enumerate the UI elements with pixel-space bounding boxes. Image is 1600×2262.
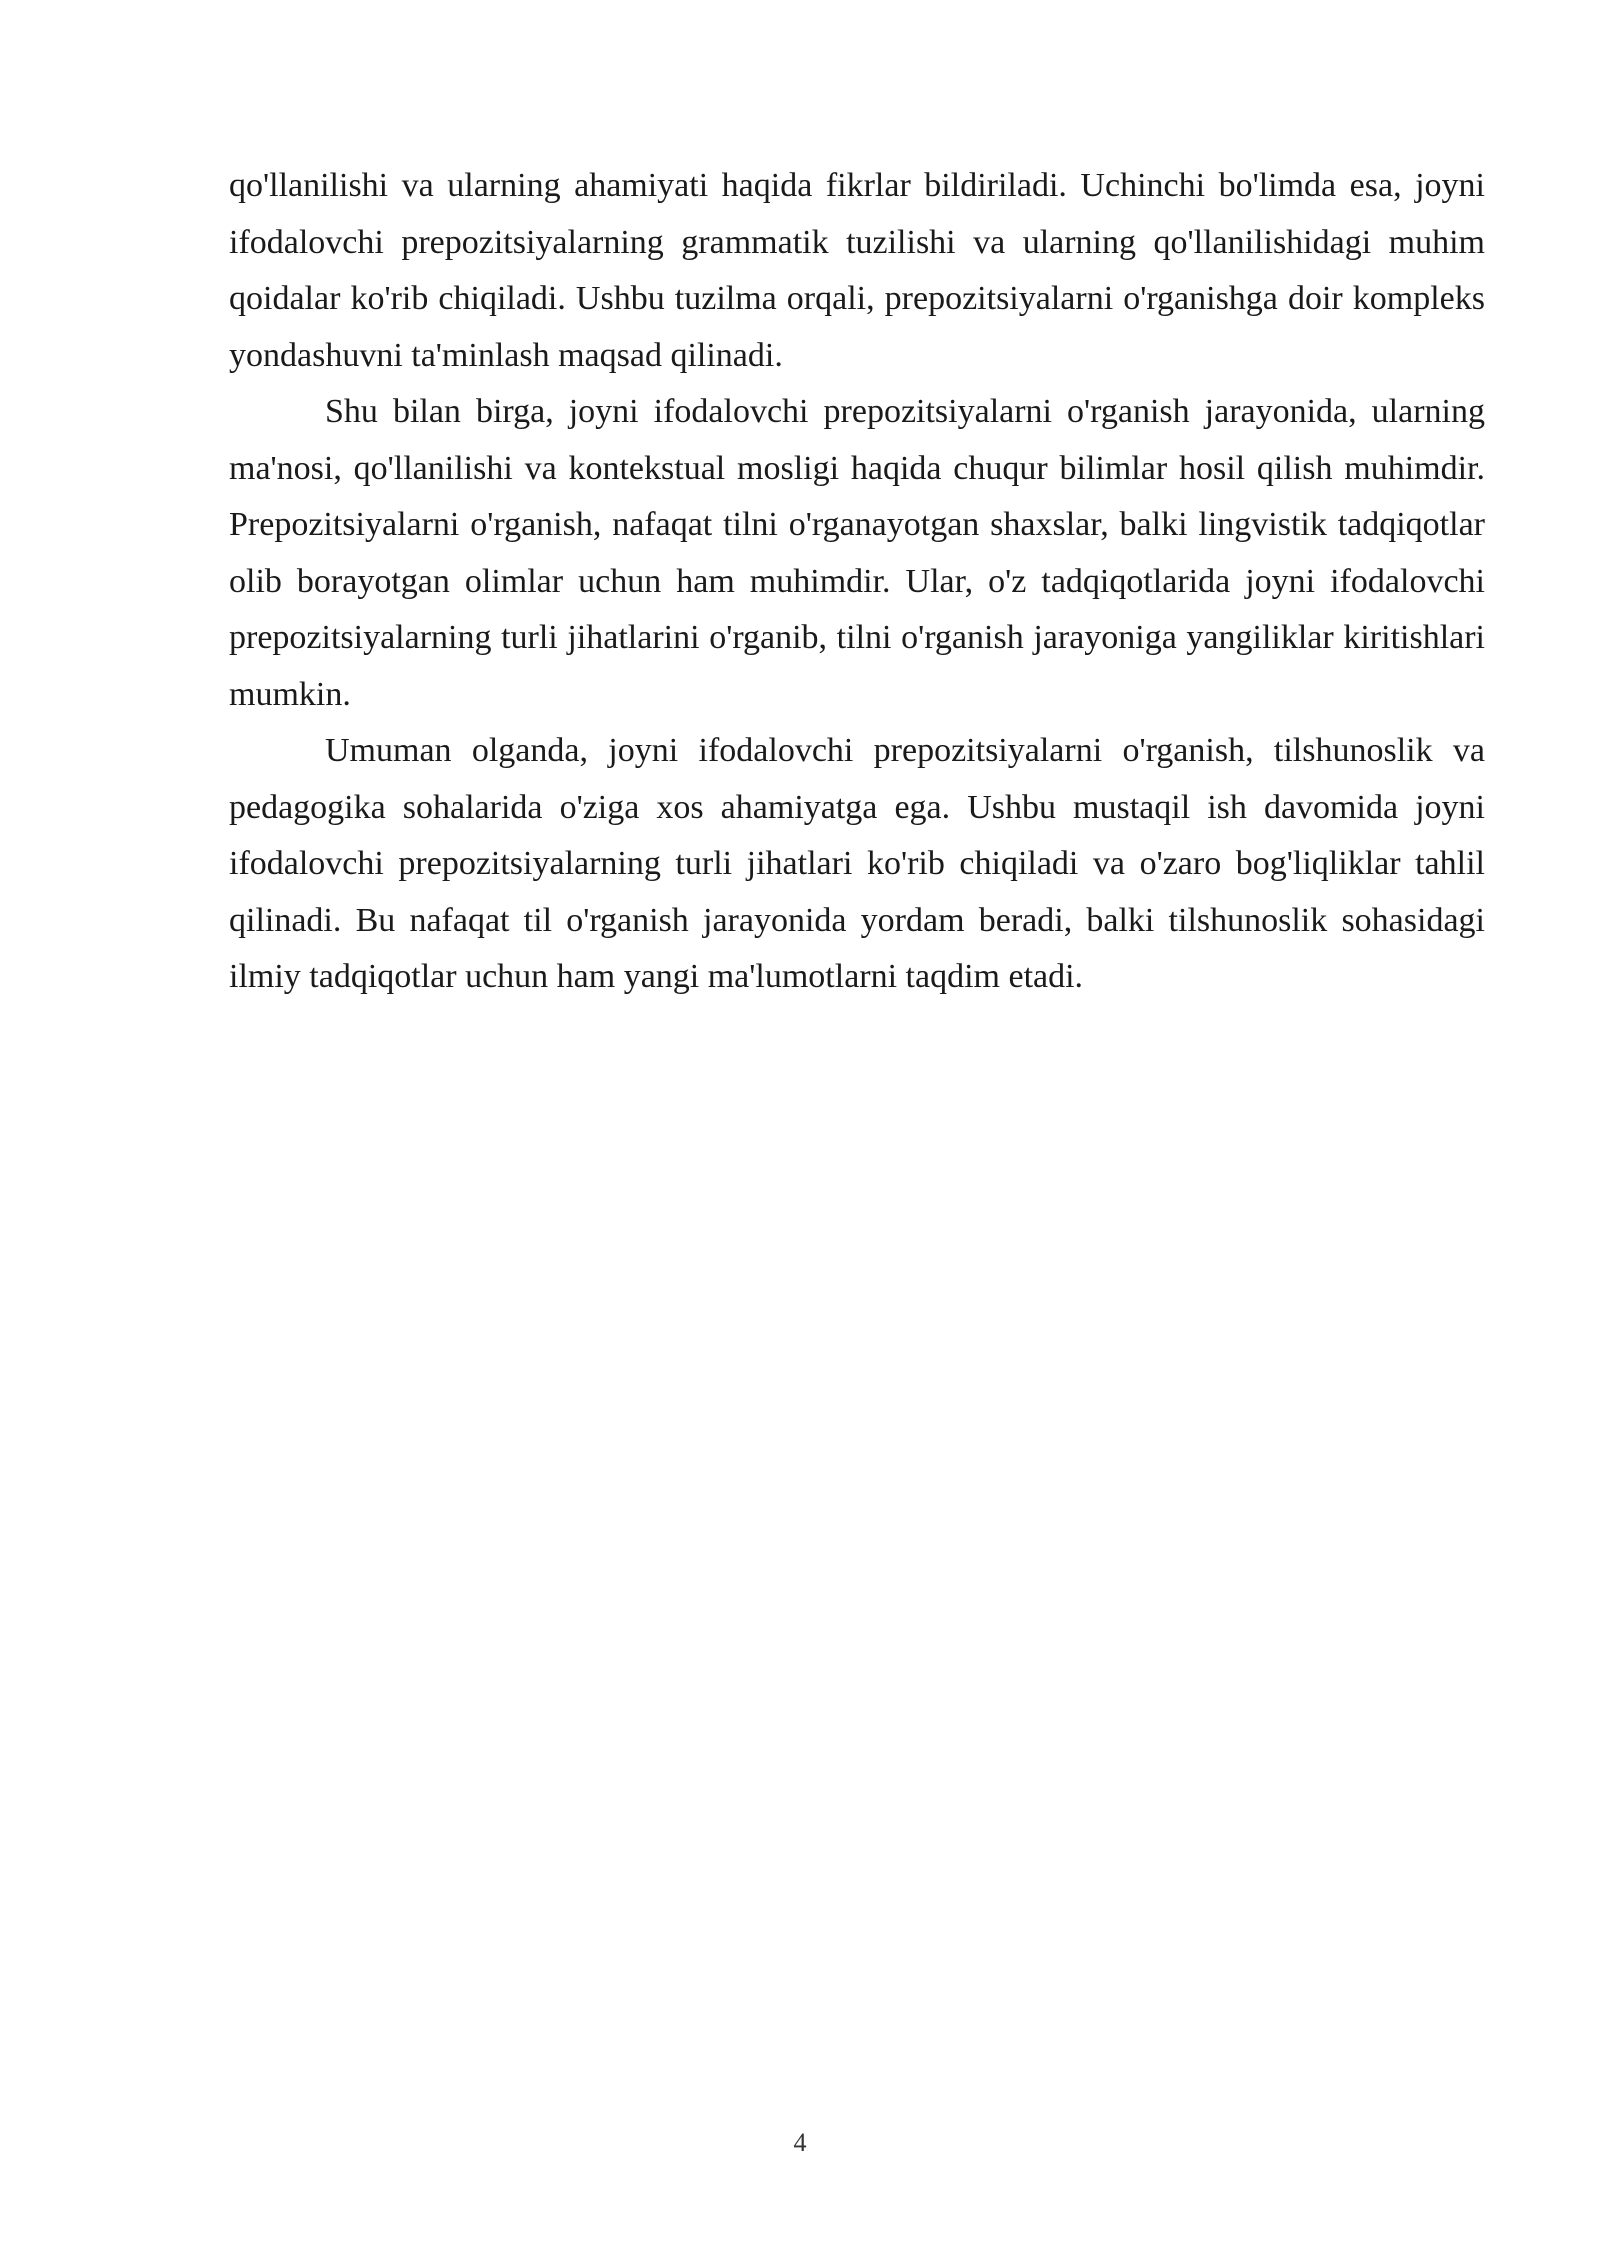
paragraph-continuation: qo'llanilishi va ularning ahamiyati haqida fikrlar bildiriladi. Uchinchi bo'limda esa, joyni ifodalovchi prepozitsiyalarning grammatik tuzilishi va ularning qo'llanilishidagi muhim qoidalar ko'rib chiqiladi. Ushbu tuzilma orqali, prepozitsiyalarni o'rganishga doir kompleks yondashuvni ta'minlash maqsad qilinadi. — [229, 167, 1485, 374]
body-text — [229, 158, 1485, 1006]
paragraph-study-importance: Shu bilan birga, joyni ifodalovchi prepozitsiyalarni o'rganish jarayonida, ularning ma'nosi, qo'llanilishi va kontekstual mosligi haqida chuqur bilimlar hosil qilish muhimdir. Prepozitsiyalarni o'rganish, nafaqat tilni o'rganayotgan shaxslar, balki lingvistik tadqiqotlar olib borayotgan olimlar uchun ham muhimdir. Ular, o'z tadqiqotlarida joyni ifodalovchi prepozitsiyalarning turli jihatlarini o'rganib, tilni o'rganish jarayoniga yangiliklar kiritishlari mumkin. — [229, 393, 1485, 713]
page-number: 4 — [793, 2128, 807, 2157]
paragraph-conclusion: Umuman olganda, joyni ifodalovchi prepozitsiyalarni o'rganish, tilshunoslik va pedagogika sohalarida o'ziga xos ahamiyatga ega. Ushbu mustaqil ish davomida joyni ifodalovchi prepozitsiyalarning turli jihatlari ko'rib chiqiladi va o'zaro bog'liqliklar tahlil qilinadi. Bu nafaqat til o'rganish jarayonida yordam beradi, balki tilshunoslik sohasidagi ilmiy tadqiqotlar uchun ham yangi ma'lumotlarni taqdim etadi. — [229, 732, 1485, 995]
